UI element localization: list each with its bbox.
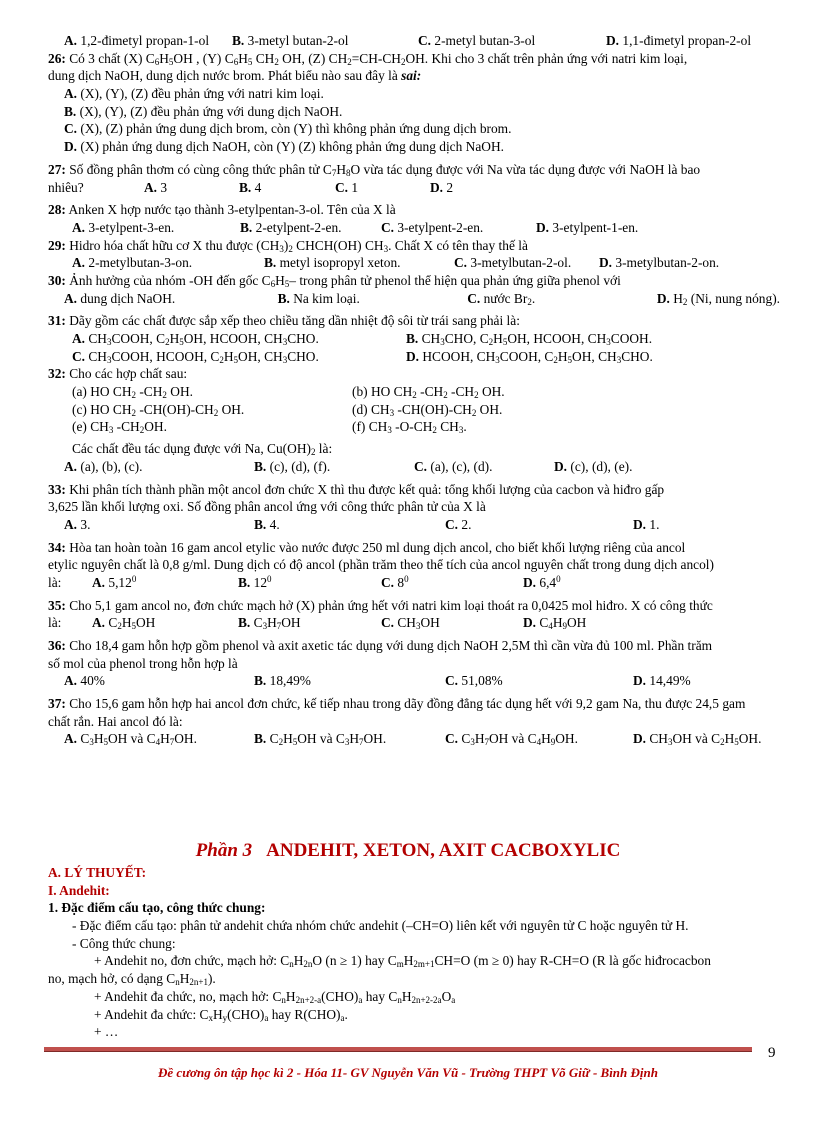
q29-option-b: B. metyl isopropyl xeton.	[264, 255, 401, 271]
q25-option-a: A. 1,2-đimetyl propan-1-ol	[64, 33, 210, 48]
q32-item-b: (b) HO $CH_2$ $-CH_2$ $-CH_2$ OH.	[352, 384, 505, 401]
q36-option-a: A. 40%	[64, 673, 105, 689]
q33-stem-2: 3,625 lần khối lượng oxi. Số đồng phân ancol ứng với công thức phân tử của X là	[48, 499, 486, 515]
q27-option-d: D. 2	[430, 179, 454, 195]
q32-option-b: B. (c), (d), (f).	[254, 458, 331, 474]
q33-stem: 33: Khi phân tích thành phần một ancol đơn chức X thì thu được kết quả: tổng khối lượng của cacbon và hiđro gấp	[48, 481, 665, 497]
footer-text: Đề cương ôn tập học kì 2 - Hóa 11- GV Nguyễn Văn Vũ - Trường THPT Võ Giữ - Bình Định	[158, 1065, 658, 1080]
q27-option-c: C. 1	[335, 179, 359, 195]
section-a-title: A. LÝ THUYẾT:	[48, 865, 147, 880]
formula-line-1: + Andehit no, đơn chức, mạch hở: $C_nH_{2n}O$ (n ≥ 1) hay $C_mH_{2m+1}CH=O$ (m ≥ 0) hay R-CH=O (R là gốc hiđrocacbon	[94, 953, 711, 970]
q33-option-a: A. 3.	[64, 516, 91, 532]
q32-item-c: (c) HO $CH_2$ $-CH(OH)-CH_2$ OH.	[72, 401, 245, 418]
q32-option-d: D. (c), (d), (e).	[554, 458, 633, 474]
formula-line-2: + Andehit đa chức, no, mạch hở: $C_nH_{2n+2-a}(CHO)_a$ hay $C_nH_{2n+2-2a}O_a$	[94, 988, 456, 1005]
theory-section	[48, 864, 788, 1041]
q35-option-a: A. $C_2H_5OH$	[92, 615, 156, 632]
q37-option-a: A. $C_3H_5OH$ và $C_4H_7OH$.	[64, 731, 197, 748]
q37-option-c: C. $C_3H_7OH$ và $C_4H_9OH$.	[445, 731, 578, 748]
part-heading: Phần 3 ANDEHIT, XETON, AXIT CACBOXYLIC	[195, 840, 621, 861]
q33-option-c: C. 2.	[445, 516, 472, 532]
q26-stem: 26: Có 3 chất (X) $C_6H_5OH$ , (Y) $C_6H_5$ $CH_2$ OH, (Z) $CH_2=CH-CH_2OH$. Khi cho 3 chất trên phản ứng với natri kim loại,	[48, 50, 688, 67]
q36-option-d: D. 14,49%	[633, 673, 691, 689]
q32-option-c: C. (a), (c), (d).	[414, 458, 493, 474]
q31-option-d: D. HCOOH, $CH_3COOH$, $C_2H_5OH$, $CH_3CHO$.	[406, 348, 653, 365]
general-formula-label: - Công thức chung:	[72, 935, 176, 951]
q36-option-b: B. 18,49%	[254, 673, 311, 689]
q34-option-d: D. $6,4^0$	[523, 573, 561, 590]
q31-stem: 31: Dãy gồm các chất được sắp xếp theo chiều tăng dần nhiệt độ sôi từ trái sang phải là:	[48, 313, 520, 329]
q31-option-c: C. $CH_3COOH$, HCOOH, $C_2H_5OH$, $CH_3CHO$.	[72, 348, 319, 365]
subsection-title: 1. Đặc điểm cấu tạo, công thức chung:	[48, 900, 266, 916]
q28-option-d: D. 3-etylpent-1-en.	[536, 219, 639, 235]
q30-option-d: D. $H_2$ (Ni, nung nóng).	[656, 290, 781, 307]
q35-stem: 35: Cho 5,1 gam ancol no, đơn chức mạch hở (X) phản ứng hết với natri kim loại thoát ra 0,0425 mol hiđro. X có công thức	[48, 597, 713, 613]
q34-stem: 34: Hòa tan hoàn toàn 16 gam ancol etylic vào nước được 250 ml dung dịch ancol, cho biết khối lượng riêng của ancol	[48, 539, 686, 555]
q28-option-b: B. 2-etylpent-2-en.	[240, 219, 342, 235]
q30-option-a: A. dung dịch NaOH.	[64, 290, 176, 306]
q36-option-c: C. 51,08%	[445, 673, 503, 689]
q25-option-c: C. 2-metyl butan-3-ol	[418, 33, 536, 48]
q30-options	[48, 290, 780, 308]
section-i-title: I. Andehit:	[48, 882, 110, 898]
q37-option-b: B. $C_2H_5OH$ và $C_3H_7OH$.	[254, 731, 387, 748]
structure-feature: - Đặc điểm cấu tạo: phân tử andehit chứa nhóm chức andehit (–CH=O) liên kết với nguyên tử C hoặc nguyên tử H.	[72, 918, 689, 934]
q27-stem-2: nhiêu?	[48, 179, 84, 195]
q32-item-f: (f) $CH_3$ $-O-CH_2$ $CH_3$.	[352, 419, 467, 436]
q34-option-c: C. $8^0$	[381, 573, 409, 590]
q32-option-a: A. (a), (b), (c).	[64, 458, 143, 474]
q26-stem-2: dung dịch NaOH, dung dịch nước brom. Phát biểu nào sau đây là sai:	[48, 68, 422, 84]
formula-line-3: + Andehit đa chức: $C_xH_y(CHO)_a$ hay $R(CHO)_a$.	[94, 1006, 348, 1023]
q26-option-c: C. (X), (Z) phản ứng dung dịch brom, còn (Y) thì không phản ứng dung dịch brom.	[64, 121, 512, 137]
q34-la: là:	[48, 574, 62, 590]
q36-stem-2: số mol của phenol trong hỗn hợp là	[48, 655, 238, 671]
q32-item-d: (d) $CH_3$ $-CH(OH)-CH_2$ OH.	[352, 401, 503, 418]
q27-option-b: B. 4	[239, 179, 262, 195]
q30-option-b: B. Na kim loại.	[277, 290, 360, 306]
q31-option-a: A. $CH_3COOH$, $C_2H_5OH$, HCOOH, $CH_3CHO$.	[72, 331, 319, 347]
footer-rule	[44, 1047, 752, 1052]
q32-item-e: (e) $CH_3$ $-CH_2OH$.	[72, 419, 167, 436]
q36-options	[48, 672, 780, 690]
q34-stem-2: etylic nguyên chất là 0,8 g/ml. Dung dịch có độ ancol (phần trăm theo thể tích của ancol nguyên chất trong dung dịch ancol)	[48, 557, 714, 573]
q30-stem: 30: Ảnh hưởng của nhóm -OH đến gốc $C_6H_5-$ trong phân tử phenol thể hiện qua phản ứng giữa phenol với	[48, 272, 621, 289]
q27-stem: 27: Số đồng phân thơm có cùng công thức phân tử $C_7H_8O$ vừa tác dụng được với Na vừa tác dụng được với NaOH là bao	[48, 161, 701, 178]
q32-item-a: (a) HO $CH_2$ $-CH_2$ OH.	[72, 384, 193, 401]
q32-items-ab	[48, 383, 780, 401]
q25-option-b: B. 3-metyl butan-2-ol	[232, 33, 349, 48]
q25-option-d: D. 1,1-đimetyl propan-2-ol	[606, 33, 752, 48]
q26-option-b: B. (X), (Y), (Z) đều phản ứng với dung dịch NaOH.	[64, 103, 343, 119]
q30-option-c: C. nước $Br_2$.	[467, 290, 536, 307]
q34-option-b: B. $12^0$	[238, 573, 272, 590]
q29-option-c: C. 3-metylbutan-2-ol.	[454, 255, 572, 271]
q29-option-d: D. 3-metylbutan-2-on.	[599, 255, 720, 271]
q33-option-d: D. 1.	[633, 516, 660, 532]
page-content	[48, 32, 780, 748]
q29-options	[48, 254, 780, 272]
q37-stem-2: chất rắn. Hai ancol đó là:	[48, 713, 183, 729]
q35-option-d: D. $C_4H_9OH$	[523, 615, 587, 632]
q28-option-a: A. 3-etylpent-3-en.	[72, 219, 175, 235]
q32-options	[48, 458, 780, 476]
q35-option-b: B. $C_3H_7OH$	[238, 615, 301, 632]
formula-line-4: + …	[94, 1024, 119, 1040]
q36-stem: 36: Cho 18,4 gam hỗn hợp gồm phenol và axit axetic tác dụng với dung dịch NaOH 2,5M thì cần vừa đủ 100 ml. Phần trăm	[48, 638, 713, 653]
q31-options-cd	[48, 348, 780, 366]
q35-option-c: C. $CH_3OH$	[381, 615, 440, 632]
q27-options	[48, 179, 780, 197]
q33-options	[48, 516, 780, 534]
q27-option-a: A. 3	[144, 179, 168, 195]
q28-options	[48, 219, 780, 237]
q32-stem: 32: Cho các hợp chất sau:	[48, 366, 188, 382]
q32-items-ef	[48, 418, 780, 436]
q37-stem: 37: Cho 15,6 gam hỗn hợp hai ancol đơn chức, kế tiếp nhau trong dãy đồng đẳng tác dụng hết với 9,2 gam Na, thu được 24,5 gam	[48, 696, 746, 712]
q32-ask: Các chất đều tác dụng được với Na, $Cu(OH)_2$ là:	[72, 441, 333, 458]
formula-line-1b: no, mạch hở, có dạng $C_nH_{2n+1}$).	[48, 971, 216, 988]
q37-options	[48, 730, 780, 748]
q34-options	[48, 574, 780, 592]
q28-stem: 28: Anken X hợp nước tạo thành 3-etylpentan-3-ol. Tên của X là	[48, 202, 396, 218]
q33-option-b: B. 4.	[254, 516, 280, 532]
q28-option-c: C. 3-etylpent-2-en.	[381, 219, 484, 235]
q37-option-d: D. $CH_3OH$ và $C_2H_5OH$.	[633, 731, 762, 748]
q26-option-d: D. (X) phản ứng dung dịch NaOH, còn (Y) (Z) không phản ứng dung dịch NaOH.	[64, 139, 504, 155]
q31-options-ab	[48, 330, 780, 348]
q26-option-a: A. (X), (Y), (Z) đều phản ứng với natri kim loại.	[64, 86, 324, 102]
page-number: 9	[768, 1045, 776, 1061]
q35-options	[48, 614, 780, 632]
q35-la: là:	[48, 615, 62, 631]
q34-option-a: A. 5,12$^0$	[92, 573, 137, 590]
q29-option-a: A. 2-metylbutan-3-on.	[72, 255, 193, 271]
q32-items-cd	[48, 401, 780, 419]
q29-stem: 29: Hidro hóa chất hữu cơ X thu được $(CH_3)_2$ CHCH(OH) $CH_3$. Chất X có tên thay thế là	[48, 237, 528, 254]
q31-option-b: B. $CH_3CHO$, $C_2H_5OH$, HCOOH, $CH_3COOH$.	[406, 331, 653, 347]
q25-options	[48, 32, 780, 50]
